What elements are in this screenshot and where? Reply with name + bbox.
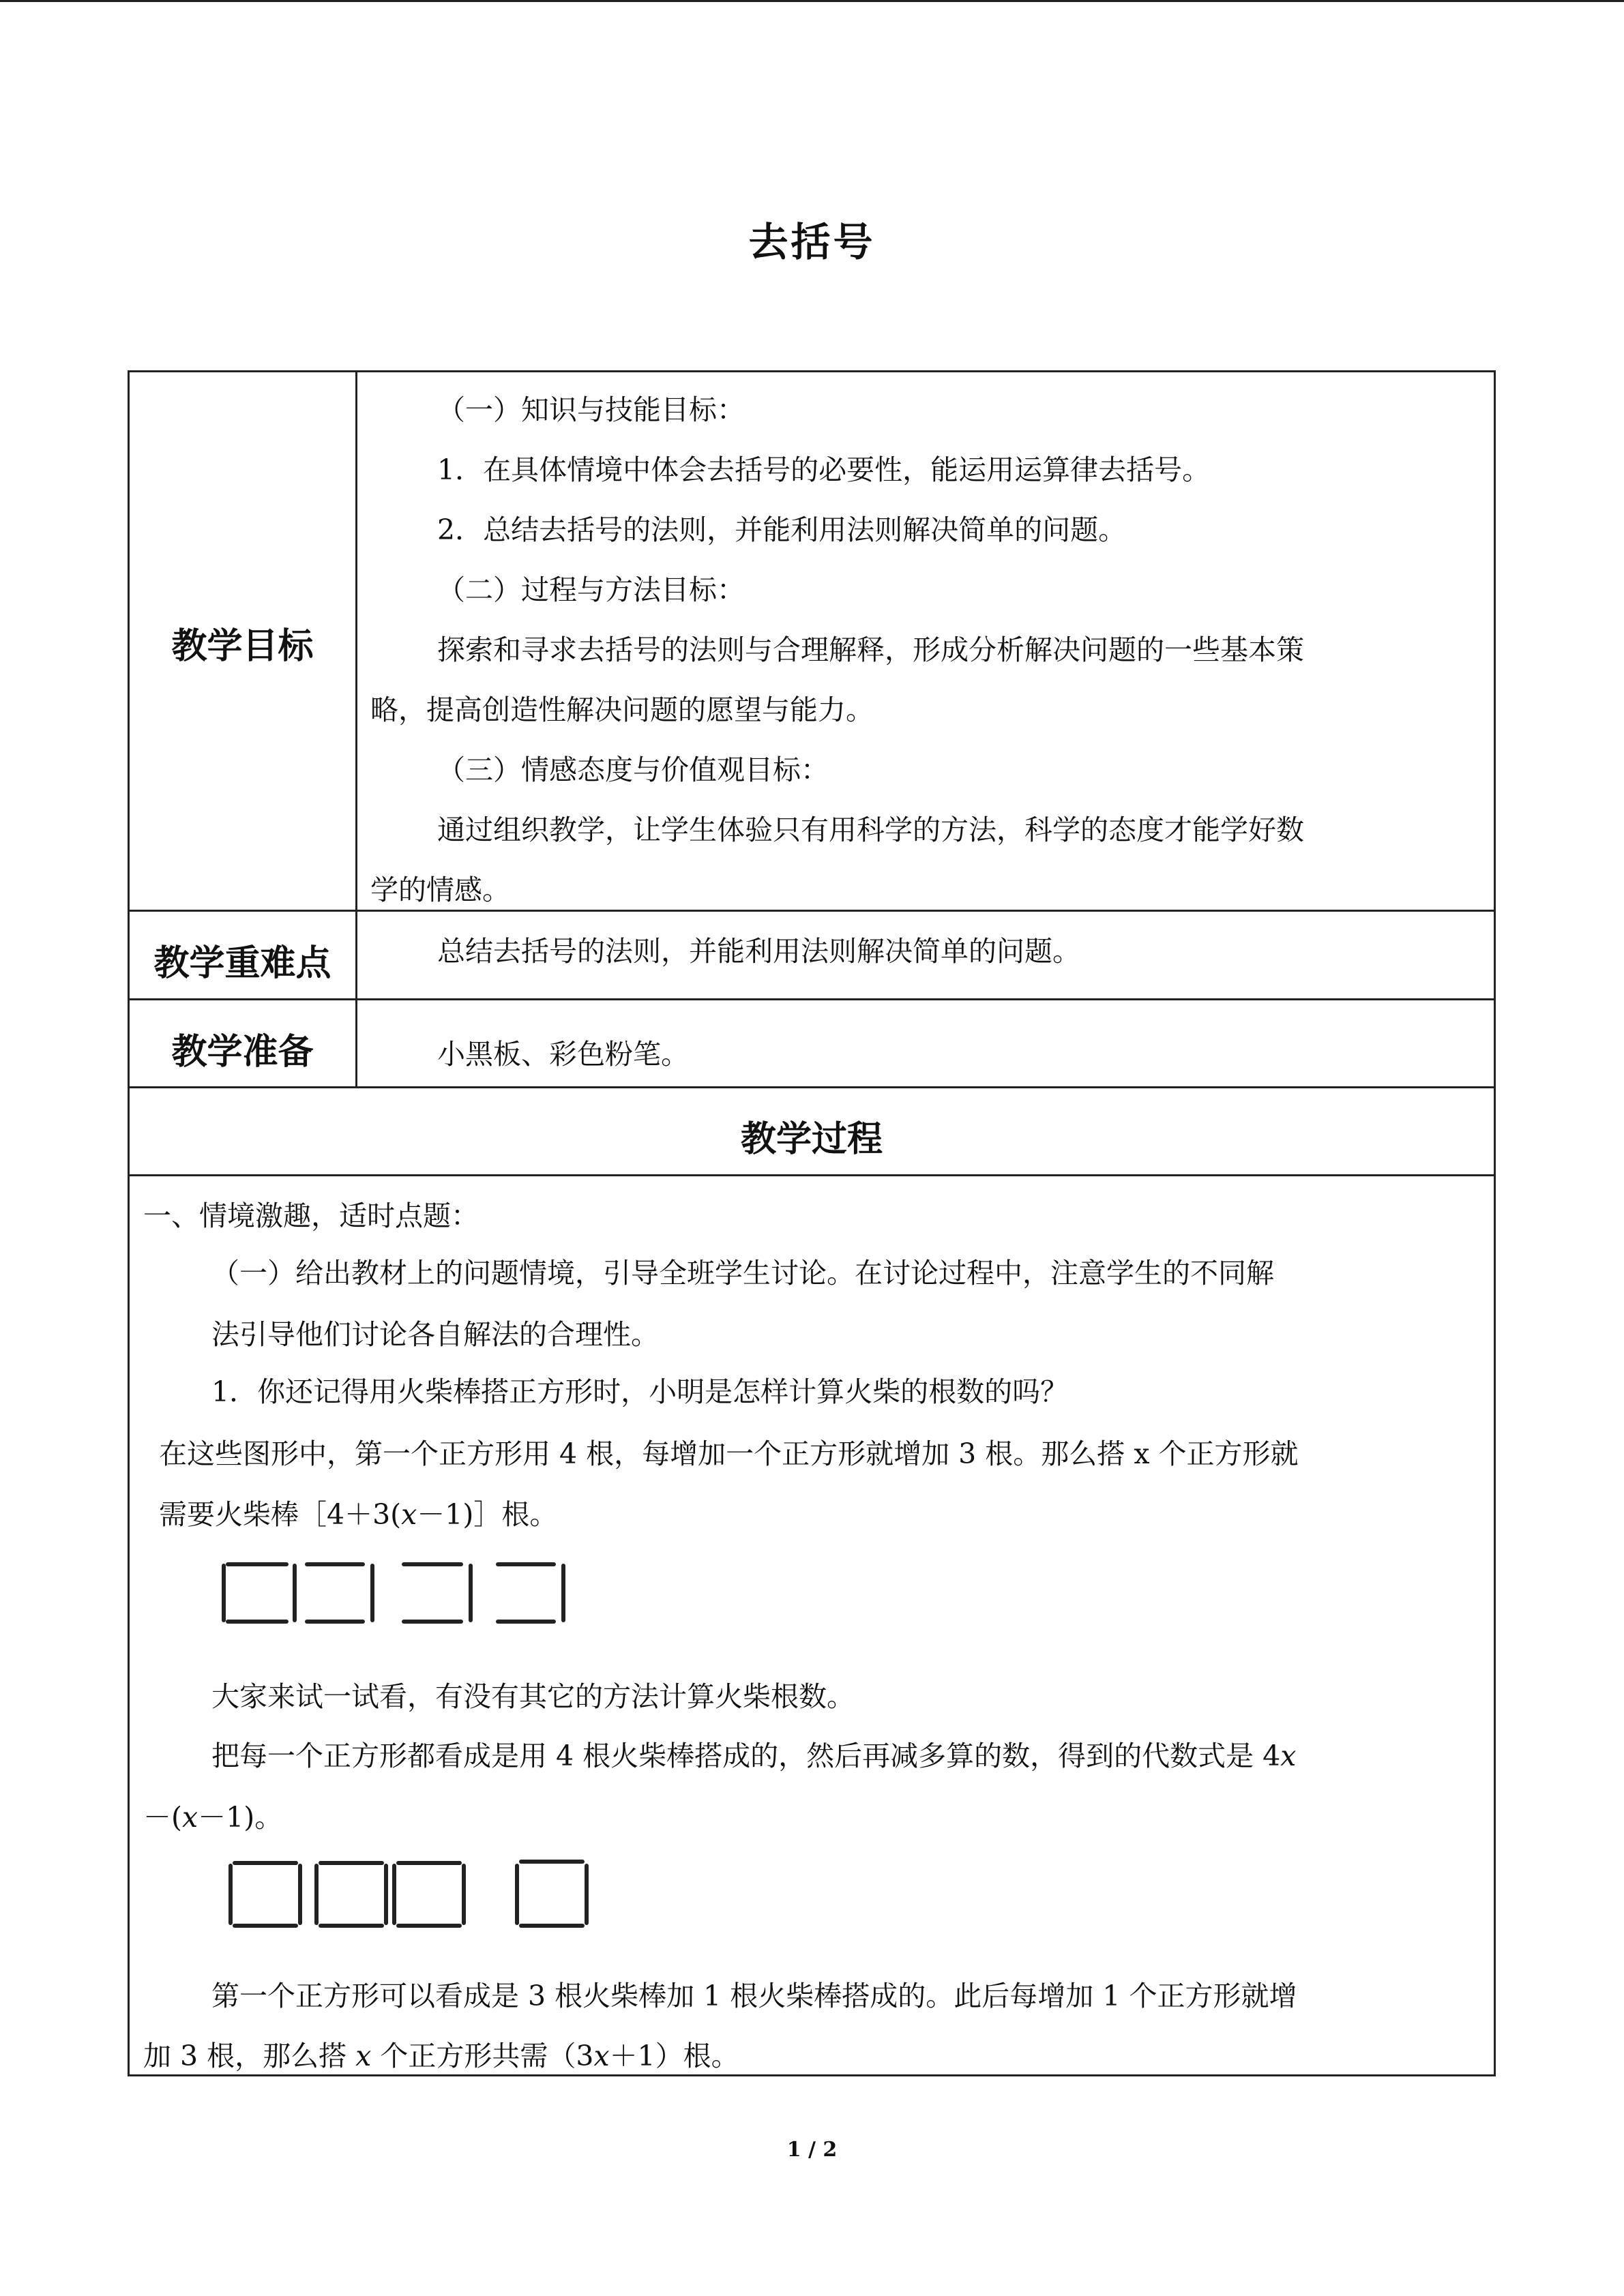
para1-line2: 法引导他们讨论各自解法的合理性。	[211, 1318, 659, 1351]
explain1-line2-var: x	[401, 1498, 417, 1531]
explain1-line2-part-a: 需要火柴棒［4＋3(	[159, 1498, 402, 1531]
method2-line1-var: x	[1280, 1740, 1297, 1772]
method3-line2-part-b: 个正方形共需（3	[371, 2040, 594, 2072]
page-number: 1 / 2	[786, 2138, 838, 2162]
method2-line2	[143, 1800, 282, 1834]
preparation-label: 教学准备	[171, 1032, 314, 1073]
emotion-text-line2: 学的情感。	[370, 874, 510, 906]
knowledge-item-2: 2．总结去括号的法则，并能利用法则解决简单的问题。	[437, 513, 1127, 546]
knowledge-heading: （一）知识与技能目标：	[437, 393, 745, 426]
row-divider-preparation	[128, 1086, 1496, 1088]
objectives-label: 教学目标	[171, 626, 314, 667]
key-points-text: 总结去括号的法则，并能利用法则解决简单的问题。	[437, 935, 1080, 968]
method2-line2-part-a: －(	[143, 1801, 182, 1834]
process-header: 教学过程	[740, 1119, 883, 1160]
method2-line1-text: 把每一个正方形都看成是用 4 根火柴棒搭成的，然后再减多算的数，得到的代数式是 4	[211, 1740, 1281, 1772]
page-title: 去括号	[748, 219, 876, 265]
process-heading: （二）过程与方法目标：	[437, 573, 745, 606]
preparation-text: 小黑板、彩色粉笔。	[437, 1038, 689, 1071]
emotion-heading: （三）情感态度与价值观目标：	[437, 754, 829, 786]
row-divider-objectives	[128, 910, 1496, 912]
column-divider	[355, 370, 357, 1088]
emotion-text-line1: 通过组织教学，让学生体验只有用科学的方法，科学的态度才能学好数	[437, 814, 1304, 846]
row-divider-process-header	[128, 1174, 1496, 1176]
matchstick-squares-figure-1	[218, 1560, 573, 1628]
method2-line1	[211, 1739, 1296, 1773]
method3-line1: 第一个正方形可以看成是 3 根火柴棒加 1 根火柴棒搭成的。此后每增加 1 个正方形就增	[211, 1980, 1297, 2012]
knowledge-item-1: 1．在具体情境中体会去括号的必要性，能运用运算律去括号。	[437, 453, 1211, 486]
para1-line1: （一）给出教材上的问题情境，引导全班学生讨论。在讨论过程中，注意学生的不同解	[211, 1257, 1274, 1289]
method3-line2-var: x	[355, 2040, 372, 2072]
explain1-line1: 在这些图形中，第一个正方形用 4 根，每增加一个正方形就增加 3 根。那么搭 x 个正方形就	[159, 1437, 1299, 1470]
method3-line2-part-a: 加 3 根，那么搭	[143, 2040, 356, 2072]
method2-line2-part-b: －1)。	[198, 1801, 283, 1834]
matchstick-squares-figure-2	[225, 1858, 593, 1933]
row-divider-keypoints	[128, 998, 1496, 1000]
process-text-line1: 探索和寻求去括号的法则与合理解释，形成分析解决问题的一些基本策	[437, 633, 1304, 666]
process-text-line2: 略，提高创造性解决问题的愿望与能力。	[370, 694, 874, 726]
section-1-heading: 一、情境激趣，适时点题：	[143, 1199, 479, 1232]
try-line: 大家来试一试看，有没有其它的方法计算火柴根数。	[211, 1680, 855, 1713]
method2-line2-var: x	[182, 1801, 198, 1834]
method3-line2-var2: x	[593, 2040, 610, 2072]
method3-line2	[143, 2039, 739, 2073]
explain1-line2-part-b: －1)］根。	[417, 1498, 558, 1531]
explain1-line2	[159, 1497, 557, 1532]
method3-line2-part-c: ＋1）根。	[609, 2040, 739, 2072]
top-border	[0, 0, 1624, 2]
key-points-label: 教学重难点	[153, 943, 331, 984]
question-1: 1．你还记得用火柴棒搭正方形时，小明是怎样计算火柴的根数的吗？	[211, 1375, 1069, 1408]
